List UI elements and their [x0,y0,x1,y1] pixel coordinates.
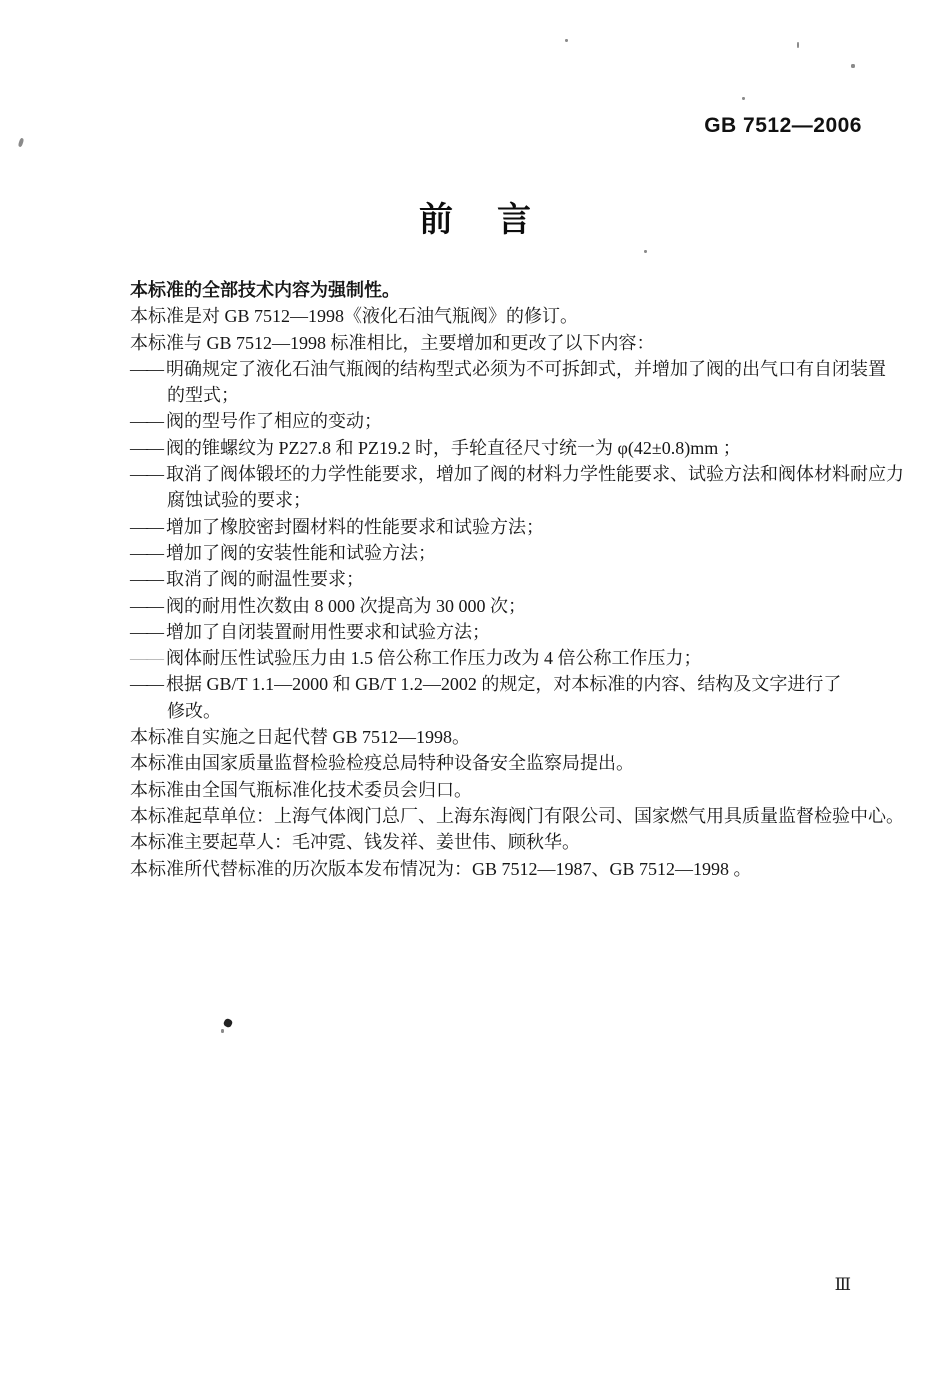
line-text: 阀的锥螺纹为 PZ27.8 和 PZ19.2 时，手轮直径尺寸统一为 φ(42±0.8)mm ； [166,437,741,458]
text-line [130,435,890,461]
line-text: 阀的耐用性次数由 8 000 次提高为 30 000 次； [166,595,526,616]
text-line [130,671,890,697]
foreword-body [130,277,904,882]
line-text: 取消了阀的耐温性要求； [166,569,364,590]
text-line [130,303,890,329]
text-line [130,593,890,619]
text-line [130,619,890,645]
line-text: 修改。 [167,700,221,721]
line-text: 阀体耐压性试验压力由 1.5 倍公称工作压力改为 4 倍公称工作压力； [166,648,702,669]
scan-speck [223,1018,234,1029]
text-line [130,514,890,540]
text-line [130,645,890,671]
text-line [130,330,890,356]
dash-prefix: —— [130,674,162,695]
line-text: 明确规定了液化石油气瓶阀的结构型式必须为不可拆卸式，并增加了阀的出气口有自闭装置 [166,358,886,379]
line-text: 增加了阀的安装性能和试验方法； [166,542,436,563]
title-char-1: 前 [419,201,453,239]
dash-prefix: —— [130,437,162,458]
text-line [130,777,890,803]
text-line [130,724,890,750]
dash-prefix: —— [130,411,162,432]
line-text: 本标准自实施之日起代替 GB 7512—1998。 [130,727,471,748]
text-line [130,856,890,882]
title-char-2: 言 [497,201,531,239]
page-title [0,192,950,241]
dash-prefix: —— [130,569,162,590]
scan-speck [851,64,855,68]
line-text: 本标准由国家质量监督检验检疫总局特种设备安全监察局提出。 [130,753,634,774]
dash-prefix: —— [130,542,162,563]
dash-prefix: —— [130,621,162,642]
text-line [130,566,890,592]
dash-prefix: —— [130,516,162,537]
line-text: 根据 GB/T 1.1—2000 和 GB/T 1.2—2002 的规定，对本标准的内容、结构及文字进行了 [166,674,842,695]
dash-prefix: —— [130,648,162,669]
dash-prefix: —— [130,595,162,616]
line-text: 阀的型号作了相应的变动； [166,411,382,432]
scan-speck [742,97,745,100]
text-line [130,829,890,855]
line-text: 本标准是对 GB 7512—1998《液化石油气瓶阀》的修订。 [130,306,579,327]
dash-prefix: —— [130,358,162,379]
text-line [130,750,890,776]
page-number: Ⅲ [834,1275,851,1294]
text-line [130,382,890,408]
line-text: 本标准所代替标准的历次版本发布情况为：GB 7512—1987、GB 7512—1998 。 [130,858,752,879]
scan-speck [565,39,568,42]
line-text: 增加了自闭装置耐用性要求和试验方法； [166,621,490,642]
text-line [130,356,890,382]
line-text: 本标准起草单位：上海气体阀门总厂、上海东海阀门有限公司、国家燃气用具质量监督检验中心。 [130,805,904,826]
line-text: 腐蚀试验的要求； [167,490,311,511]
text-line [130,698,890,724]
scan-speck [797,42,799,48]
line-text: 本标准的全部技术内容为强制性。 [130,280,400,300]
line-text: 本标准主要起草人：毛冲霓、钱发祥、姜世伟、顾秋华。 [130,832,580,853]
dash-prefix: —— [130,464,162,485]
standard-code: GB 7512—2006 [704,114,862,137]
line-text: 取消了阀体锻坯的力学性能要求，增加了阀的材料力学性能要求、试验方法和阀体材料耐应力 [166,464,904,485]
scan-speck [644,250,647,253]
text-line [130,277,890,303]
scan-speck [18,138,25,148]
text-line [130,540,890,566]
text-line [130,408,890,434]
line-text: 的型式； [167,385,239,406]
scan-speck [221,1029,224,1033]
line-text: 本标准由全国气瓶标准化技术委员会归口。 [130,779,472,800]
line-text: 增加了橡胶密封圈材料的性能要求和试验方法； [166,516,544,537]
text-line [130,487,890,513]
text-line [130,461,904,487]
text-line [130,803,904,829]
line-text: 本标准与 GB 7512—1998 标准相比，主要增加和更改了以下内容： [130,332,655,353]
